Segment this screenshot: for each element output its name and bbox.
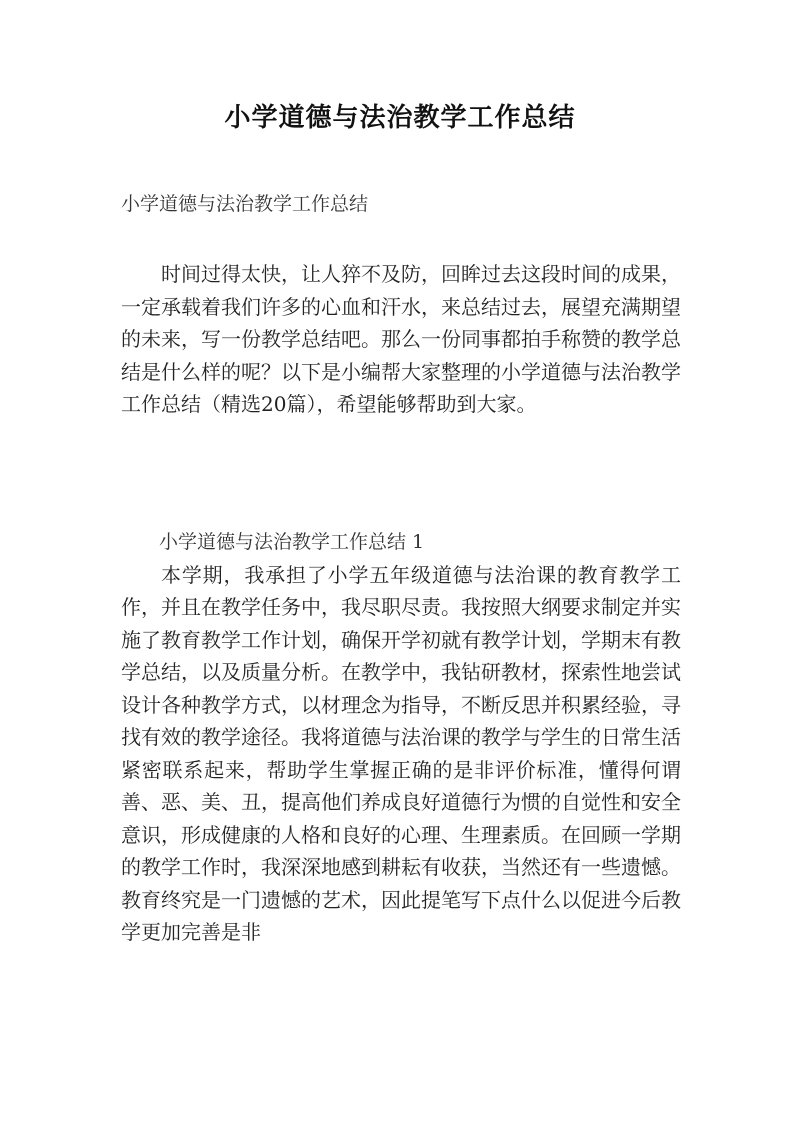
summary-section-1: [121, 526, 681, 949]
document-title: 小学道德与法治教学工作总结: [224, 103, 576, 133]
intro-paragraph: 时间过得太快，让人猝不及防，回眸过去这段时间的成果，一定承载着我们许多的心血和汗水，来总结过去，展望充满期望的未来，写一份教学总结吧。那么一份同事都拍手称赞的教学总结是什么样的呢？以下是小编帮大家整理的小学道德与法治教学工作总结（精选20篇），希望能够帮助到大家。: [121, 262, 681, 416]
section-paragraph: 本学期，我承担了小学五年级道德与法治课的教育教学工作，并且在教学任务中，我尽职尽责。我按照大纲要求制定并实施了教育教学工作计划，确保开学初就有教学计划，学期末有教学总结，以及质量分析。在教学中，我钻研教材，探索性地尝试设计各种教学方式，以材理念为指导，不断反思并积累经验，寻找有效的教学途径。我将道德与法治课的教学与学生的日常生活紧密联系起来，帮助学生掌握正确的是非评价标准，懂得何谓善、恶、美、丑，提高他们养成良好道德行为惯的自觉性和安全意识，形成健康的人格和良好的心理、生理素质。在回顾一学期的教学工作时，我深深地感到耕耘有收获，当然还有一些遗憾。教育终究是一门遗憾的艺术，因此提笔写下点什么以促进今后教学更加完善是非: [121, 562, 681, 944]
document-subtitle: 小学道德与法治教学工作总结: [121, 193, 369, 215]
section-heading: 小学道德与法治教学工作总结 1: [159, 531, 425, 553]
intro-section: [121, 258, 681, 421]
